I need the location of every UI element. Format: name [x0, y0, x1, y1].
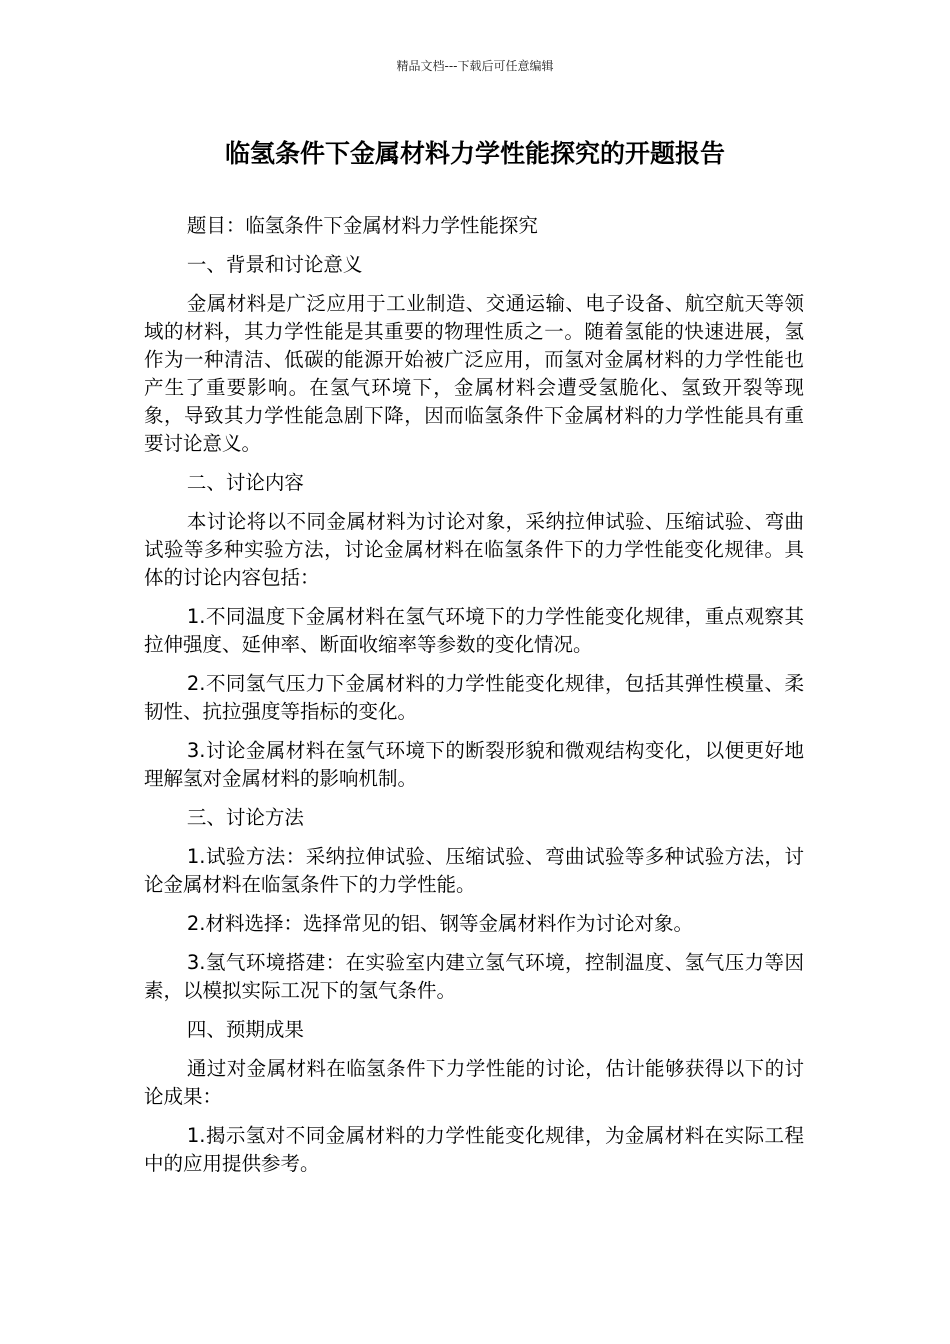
- document-title: 临氢条件下金属材料力学性能探究的开题报告: [224, 139, 725, 168]
- method-item-2: 2.材料选择：选择常见的铝、钢等金属材料作为讨论对象。: [186, 912, 693, 935]
- content-item-2: 2.不同氢气压力下金属材料的力学性能变化规律，包括其弹性模量、柔韧性、抗拉强度等指标的变化。: [144, 672, 804, 723]
- content-item-1: 1.不同温度下金属材料在氢气环境下的力学性能变化规律，重点观察其拉伸强度、延伸率、断面收缩率等参数的变化情况。: [144, 605, 804, 656]
- result-item-1: 1.揭示氢对不同金属材料的力学性能变化规律，为金属材料在实际工程中的应用提供参考。: [144, 1124, 804, 1175]
- method-item-3: 3.氢气环境搭建：在实验室内建立氢气环境，控制温度、氢气压力等因素，以模拟实际工况下的氢气条件。: [144, 951, 804, 1002]
- section-heading-content: 二、讨论内容: [186, 471, 304, 494]
- header-note: 精品文档---下载后可任意编辑: [396, 59, 554, 73]
- section-heading-method: 三、讨论方法: [186, 806, 304, 829]
- method-item-1: 1.试验方法：采纳拉伸试验、压缩试验、弯曲试验等多种试验方法，讨论金属材料在临氢条件下的力学性能。: [144, 845, 804, 896]
- section-heading-results: 四、预期成果: [186, 1018, 304, 1041]
- paragraph-background: 金属材料是广泛应用于工业制造、交通运输、电子设备、航空航天等领域的材料，其力学性能是其重要的物理性质之一。随着氢能的快速进展，氢作为一种清洁、低碳的能源开始被广泛应用，而氢对金属材料的力学性能也产生了重要影响。在氢气环境下，金属材料会遭受氢脆化、氢致开裂等现象，导致其力学性能急剧下降，因而临氢条件下金属材料的力学性能具有重要讨论意义。: [144, 292, 804, 455]
- topic-line: 题目：临氢条件下金属材料力学性能探究: [186, 214, 538, 237]
- document-body: [144, 212, 804, 1189]
- section-heading-background: 一、背景和讨论意义: [186, 253, 363, 276]
- paragraph-content-intro: 本讨论将以不同金属材料为讨论对象，采纳拉伸试验、压缩试验、弯曲试验等多种实验方法，讨论金属材料在临氢条件下的力学性能变化规律。具体的讨论内容包括：: [144, 510, 804, 589]
- paragraph-results-intro: 通过对金属材料在临氢条件下力学性能的讨论，估计能够获得以下的讨论成果：: [144, 1057, 804, 1108]
- content-item-3: 3.讨论金属材料在氢气环境下的断裂形貌和微观结构变化，以便更好地理解氢对金属材料的影响机制。: [144, 739, 804, 790]
